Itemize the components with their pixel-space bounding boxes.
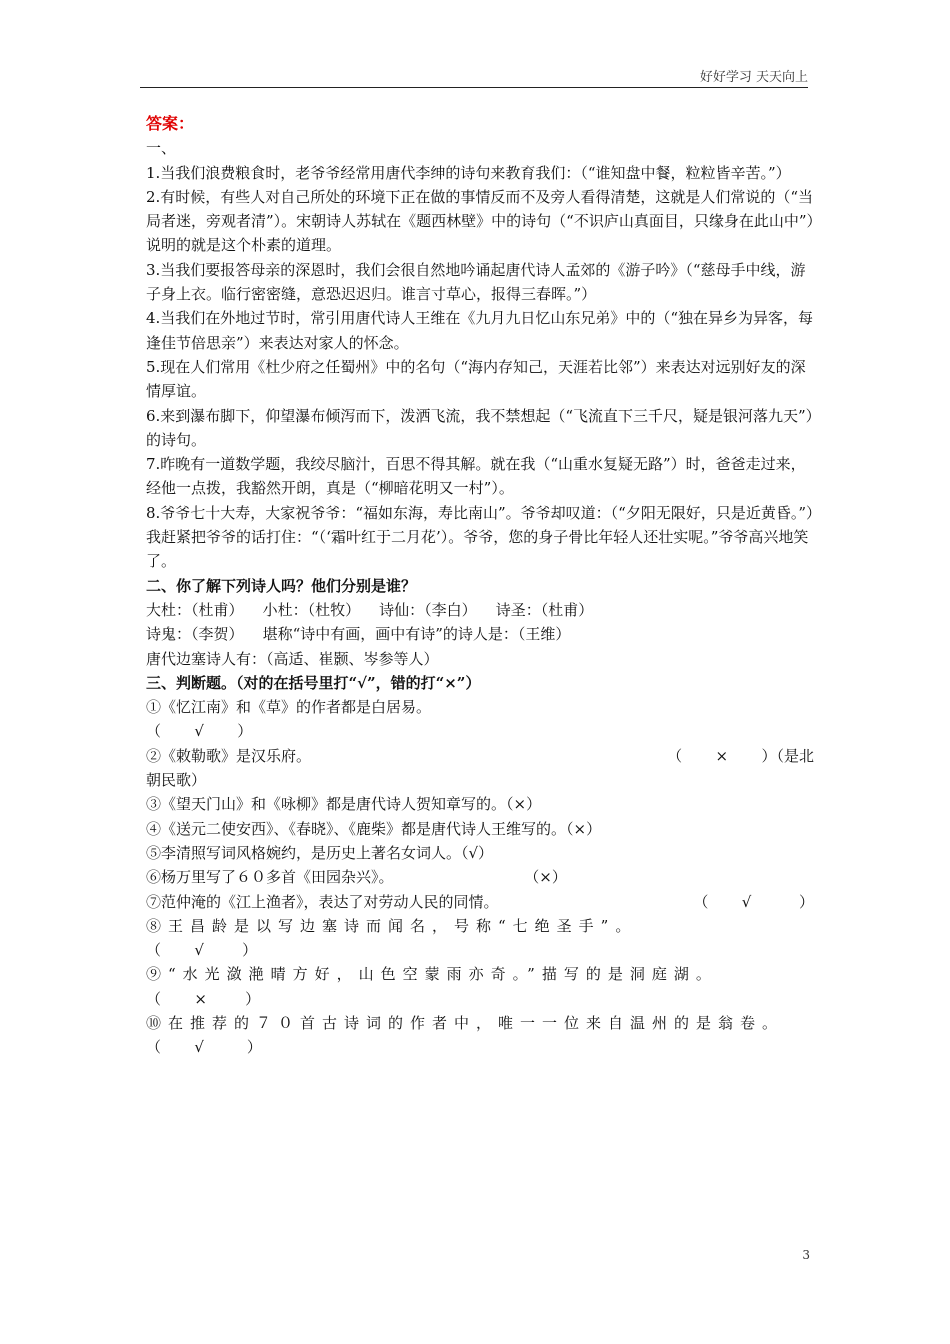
- section2-heading: 二、你了解下列诗人吗？他们分别是谁？: [146, 576, 417, 595]
- section1-item: 3.当我们要报答母亲的深恩时，我们会很自然地吟诵起唐代诗人孟郊的《游子吟》（“慈母手中线，游子身上衣。临行密密缝，意恐迟迟归。谁言寸草心，报得三春晖。”）: [146, 260, 806, 304]
- judge-question-text: ②《敕勒歌》是汉乐府。: [146, 746, 312, 765]
- judge-question: [146, 744, 814, 768]
- section1-item: 8.爷爷七十大寿，大家祝爷爷：“福如东海，寿比南山”。爷爷却叹道：（“夕阳无限好，只是近黄昏。”）我赶紧把爷爷的话打住：“（‘霜叶红于二月花’）。爷爷，您的身子骨比年轻人还壮实呢。”爷爷高兴地笑了。: [146, 503, 814, 571]
- judge-answer: （ × ）: [146, 989, 261, 1008]
- judge-question: ①《忆江南》和《草》的作者都是白居易。: [146, 698, 432, 717]
- judge-question: [146, 865, 814, 889]
- poet-line: 大杜：（杜甫） 小杜：（杜牧） 诗仙：（李白） 诗圣：（杜甫）: [146, 600, 594, 619]
- judge-question-text: ⑦范仲淹的《江上渔者》，表达了对劳动人民的同情。: [146, 892, 499, 911]
- judge-answer: （×）: [524, 868, 567, 887]
- answer-label: 答案：: [146, 114, 195, 133]
- document-body: [146, 112, 814, 1060]
- judge-answer: （ √ ）: [693, 892, 814, 911]
- section1-item: 6.来到瀑布脚下，仰望瀑布倾泻而下，泼洒飞流，我不禁想起（“飞流直下三千尺，疑是银河落九天”）的诗句。: [146, 406, 814, 449]
- judge-question: ⑨“水光潋滟晴方好，山色空蒙雨亦奇。”描写的是洞庭湖。: [146, 965, 718, 984]
- judge-answer: （ √ ）: [146, 941, 258, 960]
- poet-line: 唐代边塞诗人有：（高适、崔颢、岑参等人）: [146, 649, 439, 668]
- judge-question: ⑧王昌龄是以写边塞诗而闻名，号称“七绝圣手”。: [146, 916, 638, 935]
- section1-heading: 一、: [146, 139, 177, 158]
- judge-question-text: ⑥杨万里写了６０多首《田园杂兴》。: [146, 868, 394, 887]
- judge-question: ④《送元二使安西》、《春晓》、《鹿柴》都是唐代诗人王维写的。（×）: [146, 819, 602, 838]
- page-number: 3: [802, 1248, 810, 1262]
- section1-item: 5.现在人们常用《杜少府之任蜀州》中的名句（“海内存知己，天涯若比邻”）来表达对远别好友的深情厚谊。: [146, 357, 806, 401]
- section1-item: 1.当我们浪费粮食时，老爷爷经常用唐代李绅的诗句来教育我们：（“谁知盘中餐，粒粒皆辛苦。”）: [146, 163, 791, 182]
- section1-item: 7.昨晚有一道数学题，我绞尽脑汁，百思不得其解。就在我（“山重水复疑无路”）时，爸爸走过来，经他一点拨，我豁然开朗，真是（“柳暗花明又一村”）。: [146, 455, 806, 498]
- judge-question: [146, 890, 814, 914]
- judge-answer: （ √ ）: [146, 1038, 262, 1057]
- judge-answer: （ √ ）: [146, 722, 253, 741]
- judge-question: ⑩在推荐的７０首古诗词的作者中，唯一一位来自温州的是翁卷。: [146, 1013, 785, 1032]
- section1-item: 4.当我们在外地过节时，常引用唐代诗人王维在《九月九日忆山东兄弟》中的（“独在异乡为异客，每逢佳节倍思亲”）来表达对家人的怀念。: [146, 309, 813, 352]
- section1-item: 2.有时候，有些人对自己所处的环境下正在做的事情反而不及旁人看得清楚，这就是人们常说的（“当局者迷，旁观者清”）。宋朝诗人苏轼在《题西林壁》中的诗句（“不识庐山真面目，只缘身在此山中”）说明的就是这个朴素的道理。: [146, 187, 815, 255]
- header-divider: [140, 87, 808, 88]
- judge-question: ⑤李清照写词风格婉约，是历史上著名女词人。（√）: [146, 843, 494, 862]
- page-header: 好好学习 天天向上: [699, 70, 808, 85]
- judge-answer-continued: 朝民歌）: [146, 771, 207, 790]
- judge-question: ③《望天门山》和《咏柳》都是唐代诗人贺知章写的。（×）: [146, 795, 542, 814]
- section3-heading: 三、判断题。（对的在括号里打“√”，错的打“×”）: [146, 673, 481, 692]
- poet-line: 诗鬼：（李贺） 堪称“诗中有画，画中有诗”的诗人是：（王维）: [146, 625, 571, 644]
- judge-answer: （ × ）（是北: [667, 746, 814, 765]
